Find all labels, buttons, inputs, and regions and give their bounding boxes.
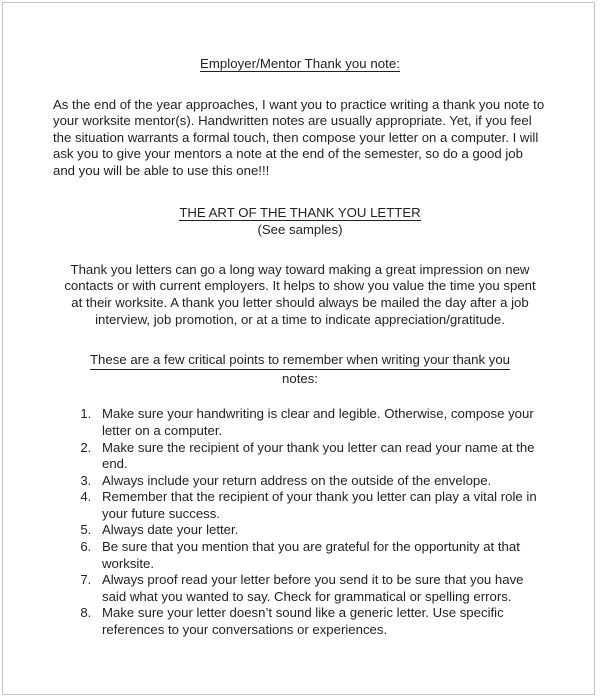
list-item: 5. Always date your letter. xyxy=(95,522,547,539)
document-page xyxy=(2,2,595,695)
points-heading-line2: notes: xyxy=(282,370,318,386)
list-item: 3. Always include your return address on the outside of the envelope. xyxy=(95,473,547,490)
section-heading xyxy=(53,205,547,222)
list-item: 8. Make sure your letter doesn’t sound like a generic letter. Use specific references to your conversations or experiences. xyxy=(95,605,547,638)
list-item: 2. Make sure the recipient of your thank you letter can read your name at the end. xyxy=(95,440,547,473)
document-title xyxy=(53,56,547,73)
body-paragraph: Thank you letters can go a long way toward making a great impression on new contacts or with current employers. It helps to show you value the time you spent at their worksite. A thank you letter should always be mailed the day after a job interview, job promotion, or at a time to indicate appreciation/gratitude. xyxy=(64,261,536,327)
list-item: 1. Make sure your handwriting is clear and legible. Otherwise, compose your letter on a computer. xyxy=(95,406,547,439)
list-item: 4. Remember that the recipient of your thank you letter can play a vital role in your future success. xyxy=(95,489,547,522)
document-content xyxy=(53,3,547,639)
document-title-text: Employer/Mentor Thank you note: xyxy=(200,56,400,71)
intro-paragraph: As the end of the year approaches, I want you to practice writing a thank you note to your worksite mentor(s). Handwritten notes are usually appropriate. Yet, if you feel the situation warrants a formal touch, then compose your letter on a computer. I will ask you to give your mentors a note at the end of the semester, so do a good job and you will be able to use this one!!! xyxy=(53,96,545,178)
points-list xyxy=(53,406,547,638)
section-heading-text: THE ART OF THE THANK YOU LETTER xyxy=(179,204,421,220)
points-heading xyxy=(53,352,547,387)
list-item: 6. Be sure that you mention that you are grateful for the opportunity at that worksite. xyxy=(95,539,547,572)
section-subheading: (See samples) xyxy=(257,222,343,238)
points-heading-line1: These are a few critical points to remember when writing your thank you xyxy=(90,352,510,370)
list-item: 7. Always proof read your letter before you send it to be sure that you have said what you wanted to say. Check for grammatical or spelling errors. xyxy=(95,572,547,605)
